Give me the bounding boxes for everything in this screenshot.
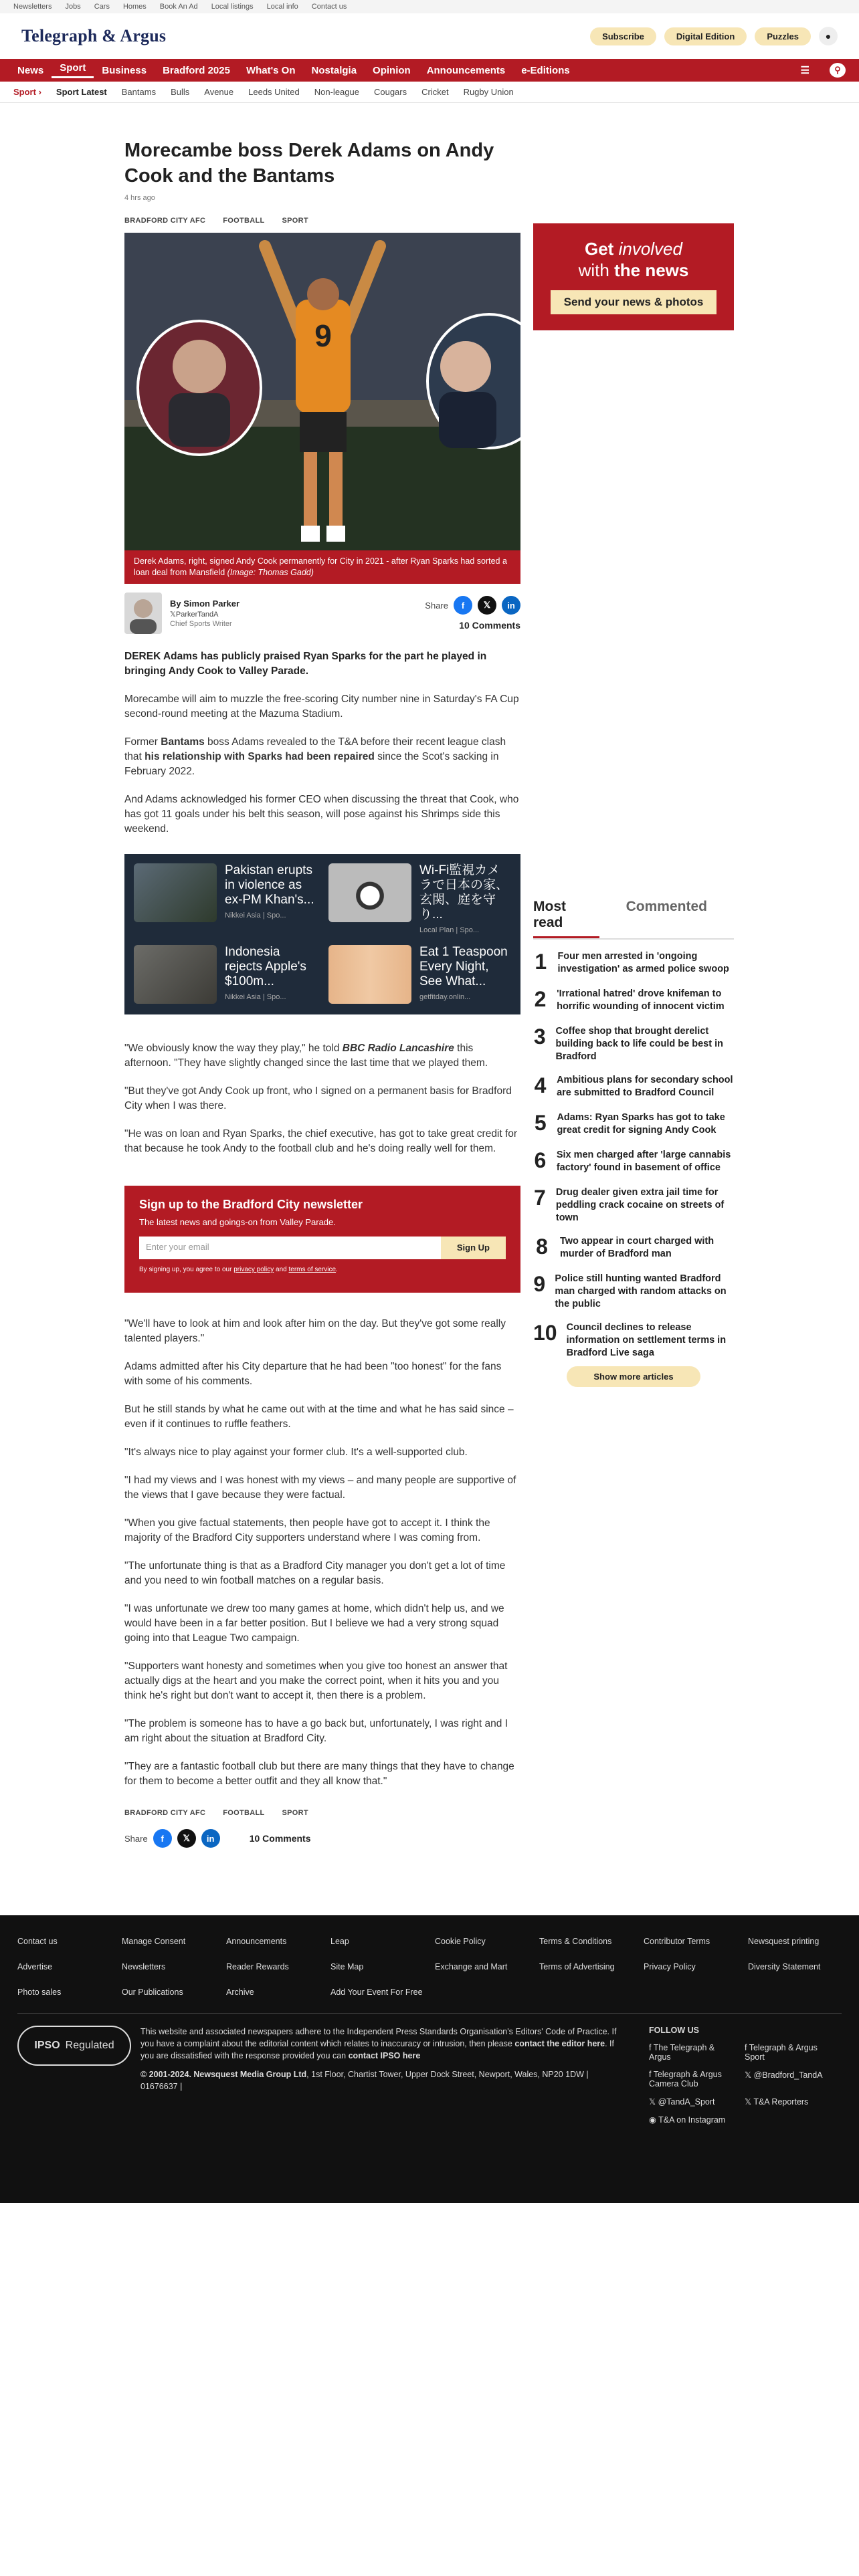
ad-item[interactable] <box>328 945 511 1005</box>
subnav-item-non-league[interactable]: Non-league <box>314 87 359 97</box>
image-caption: Derek Adams, right, signed Andy Cook permanently for City in 2021 - after Ryan Sparks had sorted a loan deal from Mansfield (Image: Thomas Gadd) <box>124 550 520 584</box>
share-label: Share <box>425 600 448 611</box>
footer-link[interactable]: Archive <box>226 1988 254 1997</box>
footer-link[interactable]: Terms & Conditions <box>539 1937 612 1946</box>
paragraph: "But they've got Andy Cook up front, who I signed on a permanent basis for Bradford City when I was there. <box>124 1085 512 1111</box>
main-nav <box>0 59 859 82</box>
share-label: Share <box>124 1833 148 1844</box>
list-item[interactable]: 6 Six men charged after 'large cannabis factory' found in basement of office <box>533 1149 734 1176</box>
footer-link[interactable]: Manage Consent <box>122 1937 186 1946</box>
list-item[interactable]: 2 'Irrational hatred' drove knifeman to horrific wounding of innocent victim <box>533 988 734 1014</box>
tag-bradford-city[interactable]: BRADFORD CITY AFC <box>124 1809 206 1817</box>
most-read-title[interactable]: Coffee shop that brought derelict building back to life could be best in Bradford <box>555 1026 723 1062</box>
paragraph: "When you give factual statements, then people have got to accept it. I think the majority of the Bradford City supporters understand where I was coming from. <box>124 1517 490 1543</box>
linkedin-icon[interactable]: in <box>201 1829 220 1848</box>
promo-the-news: the news <box>614 260 689 280</box>
comments-link[interactable]: 10 Comments <box>459 620 520 631</box>
promo-involved: involved <box>618 239 682 259</box>
most-read-title[interactable]: Four men arrested in 'ongoing investigation' as armed police swoop <box>557 951 729 974</box>
share-bar-bottom <box>124 1829 520 1848</box>
paragraph: DEREK Adams has publicly praised Ryan Sparks for the part he played in bringing Andy Cook to Valley Parade. <box>124 651 487 677</box>
list-item[interactable]: 10 Council declines to release information on settlement terms in Bradford Live saga <box>533 1321 734 1360</box>
author-handle[interactable]: ParkerTandA <box>175 611 219 619</box>
subnav-item-cougars[interactable]: Cougars <box>373 87 407 97</box>
nav-item-news[interactable]: News <box>17 64 44 76</box>
topbar-link-contact[interactable]: Contact us <box>311 3 347 11</box>
facebook-follow-link[interactable]: f The Telegraph & Argus <box>649 2043 715 2062</box>
nav-item-whats-on[interactable]: What's On <box>246 64 296 76</box>
paragraph: And Adams acknowledged his former CEO when discussing the threat that Cook, who has got 11 goals under his belt this season, will pose against his Shrimps side this weekend. <box>124 794 519 835</box>
article <box>124 128 520 1848</box>
footer-links <box>0 1915 859 1997</box>
x-icon: 𝕏 <box>745 2097 752 2107</box>
list-item[interactable]: 1 Four men arrested in 'ongoing investigation' as armed police swoop <box>533 950 734 977</box>
hero-illustration <box>124 233 520 584</box>
x-follow-link[interactable]: 𝕏 @Bradford_TandA <box>745 2070 823 2080</box>
subnav-item-bantams[interactable]: Bantams <box>121 87 157 97</box>
facebook-follow-link[interactable]: f Telegraph & Argus Camera Club <box>649 2070 722 2088</box>
list-item[interactable]: 3 Coffee shop that brought derelict building back to life could be best in Bradford <box>533 1025 734 1063</box>
promo-get: Get <box>585 239 614 259</box>
chevron-right-icon: › <box>38 87 41 97</box>
paragraph: But he still stands by what he came out with at the time and what he has said since – even if it continues to ruffle feathers. <box>124 1404 514 1430</box>
tag-bradford-city[interactable]: BRADFORD CITY AFC <box>124 217 206 225</box>
list-item[interactable]: 7 Drug dealer given extra jail time for peddling crack cocaine on streets of town <box>533 1186 734 1224</box>
footer-link[interactable]: Site Map <box>330 1962 364 1971</box>
article-body <box>124 649 520 1789</box>
paragraph: "We obviously know the way they play," he told BBC Radio Lancashire this afternoon. "They have slightly changed since the last time that we played them. <box>124 1043 488 1069</box>
sidebar <box>533 223 734 1387</box>
x-follow-link[interactable]: 𝕏 @TandA_Sport <box>649 2097 715 2107</box>
footer-link[interactable]: Newsletters <box>122 1962 166 1971</box>
paragraph: "I was unfortunate we drew too many games at home, which didn't help us, and we would have been in a far better position. But I believe we had a very strong squad going into that League Two campaign. <box>124 1603 504 1644</box>
footer-link[interactable]: Announcements <box>226 1937 287 1946</box>
subnav-section[interactable]: Sport › <box>13 87 41 97</box>
paragraph: "It's always nice to play against your former club. It's a well-supported club. <box>124 1446 468 1458</box>
comments-link[interactable]: 10 Comments <box>249 1833 311 1844</box>
article-tags <box>124 217 520 225</box>
facebook-icon: f <box>649 2070 652 2079</box>
newsletter-legal: By signing up, you agree to our privacy policy and terms of service. <box>139 1266 338 1273</box>
copyright: © 2001-2024. Newsquest Media Group Ltd <box>140 2070 307 2079</box>
nav-item-nostalgia[interactable]: Nostalgia <box>311 64 357 76</box>
search-icon[interactable]: ⚲ <box>830 63 846 78</box>
ad-image <box>328 863 411 922</box>
paragraph: "The problem is someone has to have a go back but, unfortunately, I was right and I am right about the situation at Bradford City. <box>124 1718 508 1744</box>
signup-button[interactable]: Sign Up <box>441 1237 506 1259</box>
footer-link[interactable]: Newsquest printing <box>748 1937 820 1946</box>
footer-legal: This website and associated newspapers adhere to the Independent Press Standards Organisation's Editors' Code of Practice. If you have a complaint about the editorial content which relates to inaccuracy or intrusion, then please contact the editor here. If you are dissatisfied with the response provided you can contact IPSO here © 2001-2024. Newsquest Media Group Ltd, 1st Floor, Chartist Tower, Upper Dock Street, Newport, Wales, NP20 1DW | 01676637 | <box>140 2027 617 2091</box>
x-icon: 𝕏 <box>649 2097 656 2107</box>
paragraph: "We'll have to look at him and look after him on the day. But they've got some really talented players." <box>124 1318 506 1344</box>
ad-item[interactable] <box>134 945 316 1005</box>
ad-title: Indonesia rejects Apple's $100m... <box>225 945 306 988</box>
author-avatar <box>124 593 162 634</box>
author-byline <box>124 591 520 636</box>
topbar-link-newsletters[interactable]: Newsletters <box>13 3 52 11</box>
tag-sport[interactable]: SPORT <box>282 1809 308 1817</box>
paragraph: Adams admitted after his City departure that he had been "too honest" for the fans with some of his comments. <box>124 1361 502 1387</box>
ad-source: Nikkei Asia | Spo... <box>225 993 286 1001</box>
footer-link[interactable]: Privacy Policy <box>644 1962 696 1971</box>
tag-football[interactable]: FOOTBALL <box>223 217 265 225</box>
topbar-link-local-info[interactable]: Local info <box>266 3 298 11</box>
most-read-title[interactable]: 'Irrational hatred' drove knifeman to horrific wounding of innocent victim <box>557 988 725 1012</box>
company-address: , 1st Floor, Chartist Tower, Upper Dock Street, Newport, Wales, NP20 1DW | 01676637 | <box>140 2070 589 2091</box>
ad-item[interactable] <box>328 863 511 936</box>
most-read-title[interactable]: Police still hunting wanted Bradford man charged with random attacks on the public <box>555 1273 727 1309</box>
footer-link[interactable]: Contact us <box>17 1937 58 1946</box>
bbc-radio-link[interactable]: BBC Radio Lancashire <box>342 1043 454 1054</box>
facebook-icon[interactable]: f <box>454 596 472 615</box>
footer-link[interactable]: Cookie Policy <box>435 1937 486 1946</box>
author-role: Chief Sports Writer <box>170 620 232 628</box>
newsletter-signup <box>124 1186 520 1293</box>
paragraph: "They are a fantastic football club but there are many things that they have to change for them to become a better outfit and they all know that." <box>124 1761 514 1787</box>
most-read-title[interactable]: Ambitious plans for secondary school are submitted to Bradford Council <box>557 1075 733 1098</box>
relationship-link[interactable]: his relationship with Sparks had been repaired <box>145 751 375 762</box>
privacy-policy-link[interactable]: privacy policy <box>233 1266 274 1273</box>
masthead <box>0 13 859 59</box>
tab-most-read[interactable]: Most read <box>533 896 599 938</box>
nav-item-business[interactable]: Business <box>102 64 147 76</box>
nav-item-opinion[interactable]: Opinion <box>373 64 411 76</box>
article-title: Morecambe boss Derek Adams on Andy Cook and the Bantams <box>124 140 494 187</box>
footer-link[interactable]: Add Your Event For Free <box>330 1988 423 1997</box>
bantams-link[interactable]: Bantams <box>161 736 205 748</box>
sponsored-ads <box>124 854 520 1014</box>
most-read-title[interactable]: Six men charged after 'large cannabis factory' found in basement of office <box>556 1150 731 1173</box>
sub-nav <box>0 82 859 103</box>
x-share-icon[interactable]: 𝕏 <box>177 1829 196 1848</box>
subnav-item-sport-latest[interactable]: Sport Latest <box>56 87 107 97</box>
paragraph: "I had my views and I was honest with my views – and many people are supportive of the views that I gave because they were factual. <box>124 1475 516 1501</box>
ad-title: Wi-Fi監視カメラで日本の家、玄関、庭を守り... <box>419 863 509 922</box>
paragraph: Morecambe will aim to muzzle the free-scoring City number nine in Saturday's FA Cup second-round meeting at the Mazuma Stadium. <box>124 693 519 720</box>
utility-bar <box>0 0 859 13</box>
footer <box>0 1915 859 2203</box>
footer-link[interactable]: Terms of Advertising <box>539 1962 615 1971</box>
ad-title: Eat 1 Teaspoon Every Night, See What... <box>419 945 508 988</box>
most-read-title[interactable]: Drug dealer given extra jail time for peddling crack cocaine on streets of town <box>555 1187 725 1223</box>
nav-item-announcements[interactable]: Announcements <box>426 64 506 76</box>
svg-text:9: 9 <box>314 318 332 353</box>
promo-with: with <box>578 260 609 280</box>
subnav-item-rugby-union[interactable]: Rugby Union <box>463 87 514 97</box>
puzzles-button[interactable]: Puzzles <box>755 27 811 45</box>
most-read-title[interactable]: Adams: Ryan Sparks has got to take great credit for signing Andy Cook <box>557 1112 725 1136</box>
newsletter-subtitle: The latest news and goings-on from Valley Parade. <box>139 1217 336 1227</box>
paragraph: "The unfortunate thing is that as a Bradford City manager you don't get a lot of time and you need to win football matches on a regular basis. <box>124 1560 506 1586</box>
nav-item-e-editions[interactable]: e-Editions <box>521 64 570 76</box>
list-item[interactable]: 8 Two appear in court charged with murder of Bradford man <box>533 1235 734 1262</box>
topbar-link-book-ad[interactable]: Book An Ad <box>159 3 198 11</box>
instagram-icon: ◉ <box>649 2115 656 2125</box>
x-icon: 𝕏 <box>170 611 176 619</box>
topbar-link-homes[interactable]: Homes <box>122 3 147 11</box>
menu-icon[interactable]: ☰ <box>800 65 809 76</box>
follow-title: FOLLOW US <box>649 2026 699 2035</box>
ad-source: Local Plan | Spo... <box>419 926 480 934</box>
footer-link[interactable]: Diversity Statement <box>748 1962 821 1971</box>
ad-item[interactable] <box>134 863 316 936</box>
subnav-item-avenue[interactable]: Avenue <box>204 87 234 97</box>
newsletter-title: Sign up to the Bradford City newsletter <box>139 1198 363 1211</box>
x-follow-link[interactable]: 𝕏 T&A Reporters <box>745 2097 809 2107</box>
ad-image <box>134 863 217 922</box>
terms-link[interactable]: terms of service <box>288 1266 337 1273</box>
article-timestamp: 4 hrs ago <box>124 194 155 202</box>
tag-football[interactable]: FOOTBALL <box>223 1809 265 1817</box>
footer-link[interactable]: Exchange and Mart <box>435 1962 508 1971</box>
footer-link[interactable]: Reader Rewards <box>226 1962 289 1971</box>
send-news-promo <box>533 223 734 330</box>
x-icon: 𝕏 <box>745 2070 752 2080</box>
tab-commented[interactable]: Commented <box>626 899 707 914</box>
facebook-icon: f <box>745 2043 747 2052</box>
most-read-title[interactable]: Two appear in court charged with murder of Bradford man <box>559 1236 714 1259</box>
contact-ipso-link[interactable]: contact IPSO here <box>348 2051 421 2060</box>
footer-link[interactable]: Photo sales <box>17 1988 62 1997</box>
subnav-item-leeds-united[interactable]: Leeds United <box>248 87 300 97</box>
user-icon[interactable]: ● <box>819 27 838 45</box>
author-name[interactable]: Simon Parker <box>183 599 240 609</box>
ad-source: Nikkei Asia | Spo... <box>225 911 286 920</box>
topbar-link-cars[interactable]: Cars <box>94 3 110 11</box>
email-field[interactable]: Enter your email <box>139 1237 441 1259</box>
topbar-link-jobs[interactable]: Jobs <box>65 3 81 11</box>
facebook-icon[interactable]: f <box>153 1829 172 1848</box>
ad-image <box>134 945 217 1004</box>
contact-editor-link[interactable]: contact the editor here <box>514 2039 605 2048</box>
digital-edition-button[interactable]: Digital Edition <box>664 27 747 45</box>
ad-source: getfitday.onlin... <box>419 993 471 1001</box>
article-tags-bottom <box>124 1809 520 1817</box>
footer-link[interactable]: Contributor Terms <box>644 1937 710 1946</box>
list-item[interactable]: 4 Ambitious plans for secondary school are submitted to Bradford Council <box>533 1074 734 1101</box>
paragraph: "He was on loan and Ryan Sparks, the chief executive, has got to take great credit for that because he took Andy to the football club and he's doing really well for them. <box>124 1128 518 1154</box>
instagram-follow-link[interactable]: ◉ T&A on Instagram <box>649 2115 726 2125</box>
paragraph: "Supporters want honesty and sometimes when you give too honest an answer that actually digs at the heart and you make the correct point, when it hits you and you think he's right but don't want to accept it, then there is a problem. <box>124 1660 508 1701</box>
most-read <box>533 896 734 1387</box>
most-read-title[interactable]: Council declines to release information on settlement terms in Bradford Live saga <box>566 1322 727 1358</box>
ipso-logo: IPSO <box>34 2040 60 2051</box>
share-bar <box>425 596 520 615</box>
hero-image <box>124 233 520 584</box>
x-share-icon[interactable]: 𝕏 <box>478 596 496 615</box>
footer-link[interactable]: Advertise <box>17 1962 53 1971</box>
send-news-button[interactable]: Send your news & photos <box>551 290 717 314</box>
subnav-item-bulls[interactable]: Bulls <box>171 87 190 97</box>
list-item[interactable]: 5 Adams: Ryan Sparks has got to take great credit for signing Andy Cook <box>533 1111 734 1138</box>
facebook-follow-link[interactable]: f Telegraph & Argus Sport <box>745 2043 818 2062</box>
facebook-icon: f <box>649 2043 652 2052</box>
footer-link[interactable]: Leap <box>330 1937 349 1946</box>
subscribe-button[interactable]: Subscribe <box>590 27 656 45</box>
linkedin-icon[interactable]: in <box>502 596 520 615</box>
subnav-item-cricket[interactable]: Cricket <box>421 87 449 97</box>
tag-sport[interactable]: SPORT <box>282 217 308 225</box>
site-logo[interactable]: Telegraph & Argus <box>21 26 167 45</box>
topbar-link-local-listings[interactable]: Local listings <box>211 3 254 11</box>
follow-us <box>649 2026 830 2125</box>
nav-item-bradford-2025[interactable]: Bradford 2025 <box>163 64 230 76</box>
author-by: By <box>170 599 181 609</box>
ad-image <box>328 945 411 1004</box>
list-item[interactable]: 9 Police still hunting wanted Bradford man charged with random attacks on the public <box>533 1273 734 1311</box>
ad-title: Pakistan erupts in violence as ex-PM Khan's... <box>225 863 314 907</box>
nav-item-sport[interactable]: Sport <box>52 62 94 78</box>
ipso-badge[interactable]: IPSO Regulated <box>17 2026 131 2066</box>
paragraph: Former Bantams boss Adams revealed to the T&A before their recent league clash that his relationship with Sparks had been repaired since the Scot's sacking in February 2022. <box>124 736 506 777</box>
footer-link[interactable]: Our Publications <box>122 1988 183 1997</box>
show-more-button[interactable]: Show more articles <box>567 1366 700 1387</box>
